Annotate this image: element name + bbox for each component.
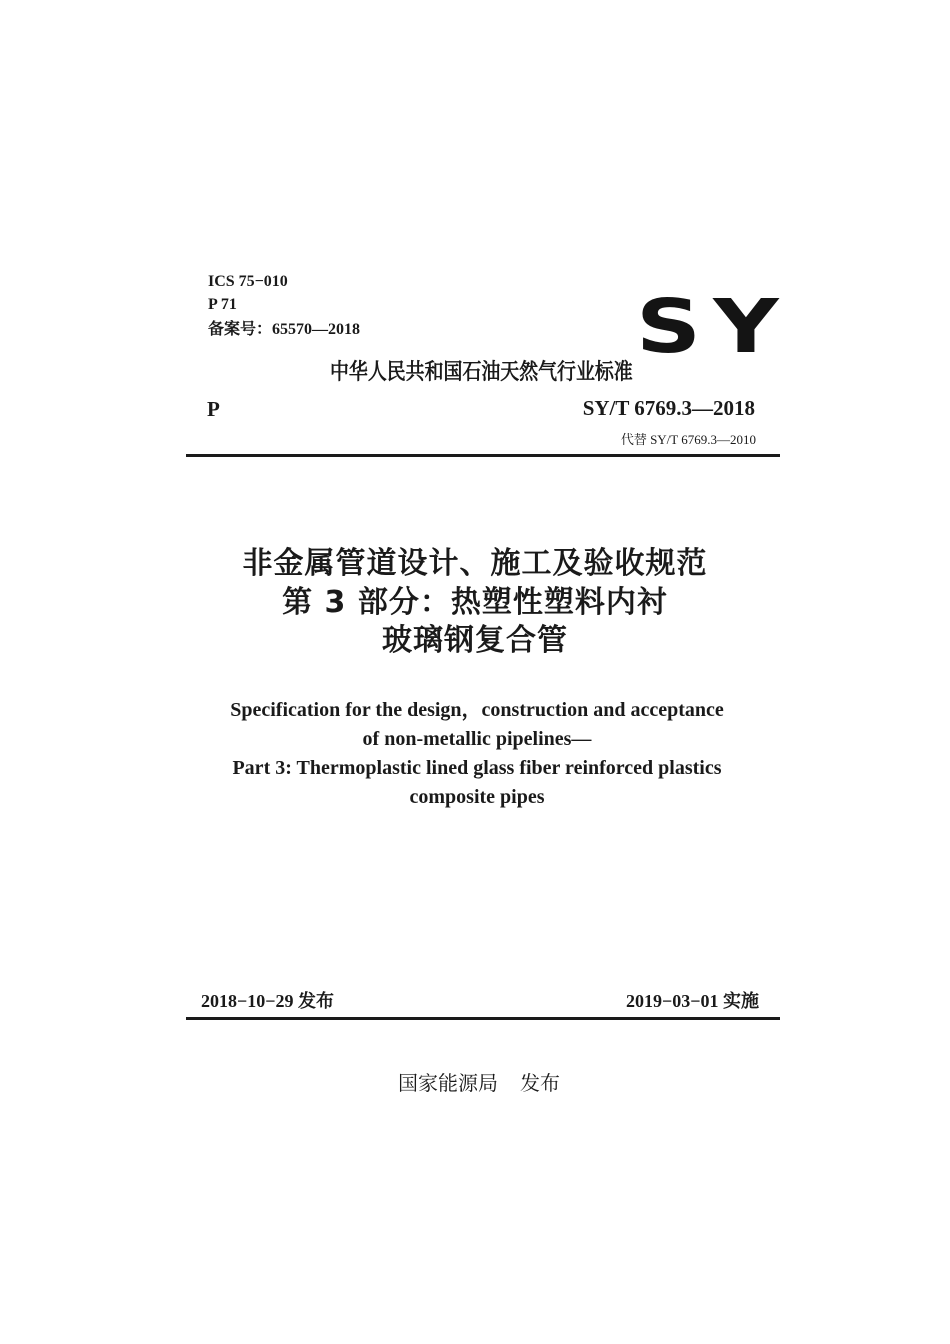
publisher-agency: 国家能源局	[398, 1071, 498, 1095]
footer-divider	[186, 1017, 780, 1020]
title-cn-line-2: 第 3 部分：热塑性塑料内衬	[282, 585, 668, 620]
category-code: P	[207, 397, 220, 421]
title-en-line-3: Part 3: Thermoplastic lined glass fiber reinforced plastics	[232, 757, 722, 779]
filing-number: 备案号：65570—2018	[208, 321, 361, 338]
title-en-line-4: composite pipes	[409, 786, 545, 808]
header-divider	[186, 454, 780, 457]
ics-code: ICS 75−010	[208, 273, 288, 290]
implementation-date: 2019−03−01 实施	[625, 991, 759, 1011]
standard-number: SY/T 6769.3—2018	[582, 396, 755, 420]
issue-date: 2018−10−29 发布	[201, 991, 335, 1011]
sy-logo: SY	[636, 284, 791, 370]
title-en-line-2: of non-metallic pipelines—	[362, 728, 592, 750]
publisher	[0, 1067, 950, 1096]
ccs-code: P 71	[208, 296, 237, 313]
title-en-line-1: Specification for the design，construction and acceptance	[230, 699, 724, 721]
title-cn-line-3: 玻璃钢复合管	[382, 623, 568, 658]
organization-title: 中华人民共和国石油天然气行业标准	[330, 360, 633, 385]
title-cn-line-1: 非金属管道设计、施工及验收规范	[242, 546, 708, 581]
replaces-standard: 代替 SY/T 6769.3—2010	[620, 432, 756, 447]
publisher-action: 发布	[520, 1071, 560, 1095]
